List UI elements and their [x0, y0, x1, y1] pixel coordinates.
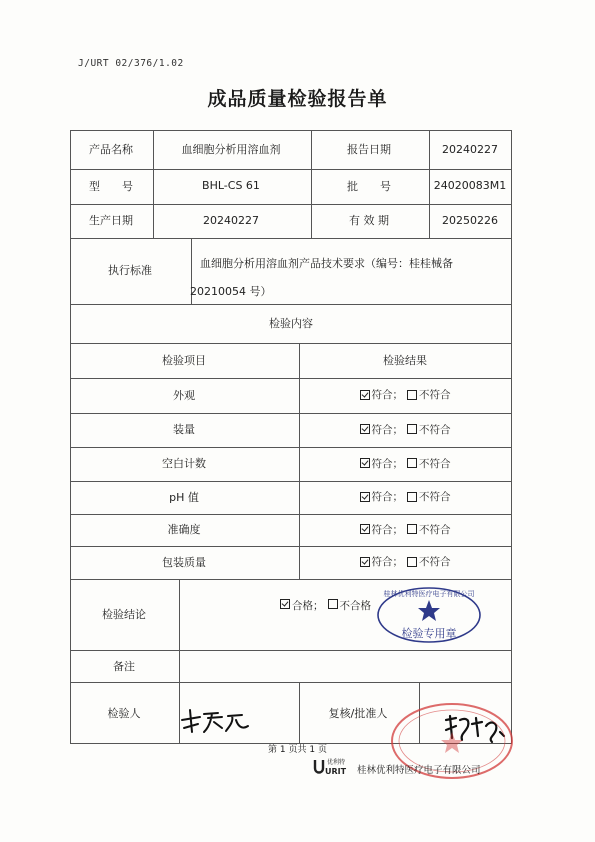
checkbox-checked-icon — [360, 557, 370, 567]
svg-text:优利特: 优利特 — [327, 759, 346, 766]
checkbox-empty-icon — [407, 492, 417, 502]
item-name: 空白计数 — [162, 457, 206, 470]
batch-value: 24020083M1 — [433, 179, 507, 192]
checkbox-checked-icon — [360, 390, 370, 400]
item-result: 符合； 不符合 — [298, 412, 512, 446]
standard-text-line2: 20210054 号） — [190, 285, 272, 298]
reviewer-label: 复核/批准人 — [328, 707, 388, 720]
item-result: 符合； 不符合 — [298, 480, 512, 513]
page-number: 第 1 页共 1 页 — [268, 745, 327, 755]
conclusion-label: 检验结论 — [102, 607, 146, 621]
col-header-item: 检验项目 — [162, 353, 206, 367]
inspector-signature — [178, 704, 258, 736]
stamp-text: 检验专用章 — [401, 627, 457, 640]
svg-text:URIT: URIT — [325, 767, 347, 776]
stamp-company: 桂林优利特医疗电子有限公司 — [383, 590, 475, 598]
inspector-label: 检验人 — [107, 707, 141, 720]
inspection-stamp — [376, 586, 482, 644]
report-date-value: 20240227 — [442, 142, 498, 156]
batch-label: 批 号 — [347, 179, 391, 193]
checkbox-empty-icon — [407, 557, 417, 567]
product-name-label: 产品名称 — [89, 143, 133, 156]
production-date-label: 生产日期 — [89, 214, 133, 227]
checkbox-empty-icon — [407, 424, 417, 434]
footer-company: 桂林优利特医疗电子有限公司 — [357, 765, 481, 776]
production-date-value: 20240227 — [203, 213, 259, 227]
checkbox-checked-icon — [360, 424, 370, 434]
report-date-label: 报告日期 — [347, 143, 391, 156]
checkbox-empty-icon — [407, 390, 417, 400]
checkbox-checked-icon — [360, 492, 370, 502]
item-name: 装量 — [173, 423, 195, 436]
remark-label: 备注 — [113, 659, 135, 673]
checkbox-checked-icon — [360, 458, 370, 468]
item-name: 包装质量 — [162, 555, 206, 569]
checkbox-checked-icon — [360, 524, 370, 534]
section-title: 检验内容 — [269, 316, 313, 330]
checkbox-empty-icon — [328, 599, 338, 609]
item-result: 符合； 不符合 — [298, 545, 512, 578]
report-title: 成品质量检验报告单 — [207, 88, 388, 110]
checkbox-checked-icon — [280, 599, 290, 609]
model-value: BHL-CS 61 — [202, 179, 260, 192]
urit-logo — [313, 756, 353, 778]
item-name: pH 值 — [169, 490, 199, 504]
document-number: J/URT 02/376/1.02 — [78, 58, 184, 69]
product-name-value: 血细胞分析用溶血剂 — [181, 143, 281, 156]
expiry-value: 20250226 — [442, 213, 498, 227]
standard-text-line1: 血细胞分析用溶血剂产品技术要求（编号：桂桂械备 — [200, 257, 453, 270]
model-label: 型 号 — [89, 179, 133, 193]
col-header-result: 检验结果 — [383, 353, 427, 367]
urit-logo-icon — [313, 756, 353, 778]
expiry-label: 有 效 期 — [349, 214, 389, 227]
checkbox-empty-icon — [407, 524, 417, 534]
item-result: 符合； 不符合 — [298, 446, 512, 480]
conclusion-result: 合格； 不合格 — [280, 598, 371, 613]
item-result: 符合； 不符合 — [298, 513, 512, 545]
item-name: 准确度 — [167, 523, 201, 536]
item-result: 符合； 不符合 — [298, 377, 512, 412]
standard-label: 执行标准 — [108, 264, 152, 277]
item-name: 外观 — [173, 388, 195, 402]
checkbox-empty-icon — [407, 458, 417, 468]
